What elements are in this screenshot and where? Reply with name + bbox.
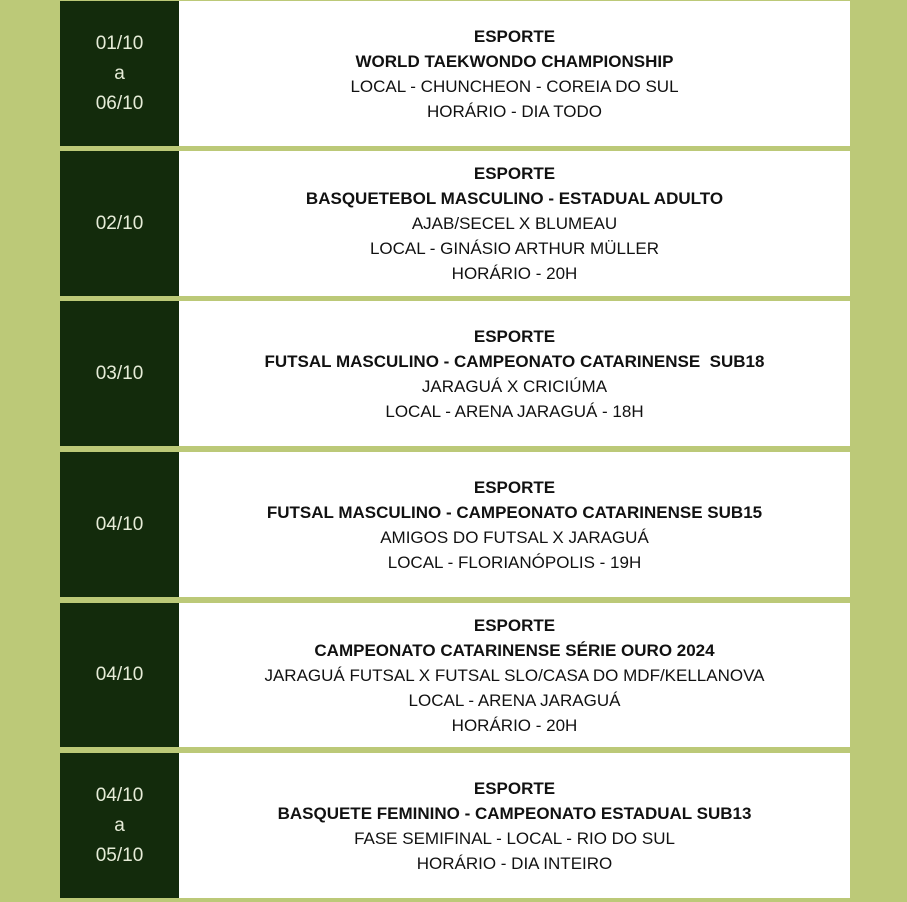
event-details-cell [179,1,850,146]
event-details-cell [179,452,850,597]
date-start: 04/10 [95,513,144,535]
event-row [60,301,850,446]
event-title: FUTSAL MASCULINO - CAMPEONATO CATARINENSE SUB18 [264,351,765,371]
event-details-cell [179,603,850,747]
event-matchup: AMIGOS DO FUTSAL X JARAGUÁ [380,527,649,547]
event-date-cell [60,301,179,446]
event-title: WORLD TAEKWONDO CHAMPIONSHIP [355,51,674,71]
event-details-cell [179,151,850,296]
event-category: ESPORTE [473,326,556,346]
event-row [60,753,850,898]
date-start: 04/10 [95,784,144,806]
event-date-cell [60,603,179,747]
event-time: HORÁRIO - 20H [451,264,578,283]
event-time: HORÁRIO - DIA TODO [426,101,603,121]
date-separator: a [114,62,125,84]
date-start: 03/10 [95,362,144,384]
date-end: 05/10 [95,844,144,866]
event-row [60,603,850,747]
event-category: ESPORTE [473,26,556,46]
event-date-cell [60,753,179,898]
event-category: ESPORTE [473,778,556,798]
event-title: CAMPEONATO CATARINENSE SÉRIE OURO 2024 [314,640,715,660]
event-matchup: JARAGUÁ X CRICIÚMA [421,376,608,396]
date-start: 01/10 [95,32,144,54]
event-date-cell [60,1,179,146]
event-category: ESPORTE [473,164,556,183]
event-location: LOCAL - FLORIANÓPOLIS - 19H [387,552,642,572]
date-end: 06/10 [95,92,144,114]
event-row [60,1,850,146]
event-category: ESPORTE [473,615,556,635]
event-time: HORÁRIO - 20H [451,715,578,735]
date-separator: a [114,814,125,836]
event-location: FASE SEMIFINAL - LOCAL - RIO DO SUL [354,828,675,848]
event-matchup: AJAB/SECEL X BLUMEAU [411,214,618,233]
event-title: BASQUETEBOL MASCULINO - ESTADUAL ADULTO [305,189,724,208]
date-start: 02/10 [95,212,144,234]
event-row [60,151,850,296]
event-row [60,452,850,597]
event-title: FUTSAL MASCULINO - CAMPEONATO CATARINENSE SUB15 [266,502,763,522]
event-location: LOCAL - GINÁSIO ARTHUR MÜLLER [369,239,660,258]
event-category: ESPORTE [473,477,556,497]
event-date-cell [60,452,179,597]
event-date-cell [60,151,179,296]
event-matchup: JARAGUÁ FUTSAL X FUTSAL SLO/CASA DO MDF/KELLANOVA [264,665,765,685]
event-location: LOCAL - ARENA JARAGUÁ - 18H [385,401,644,421]
event-location: LOCAL - ARENA JARAGUÁ [408,690,621,710]
event-time: HORÁRIO - DIA INTEIRO [416,853,613,873]
event-details-cell [179,753,850,898]
event-details-cell [179,301,850,446]
event-title: BASQUETE FEMININO - CAMPEONATO ESTADUAL SUB13 [277,803,752,823]
date-start: 04/10 [95,664,144,685]
event-location: LOCAL - CHUNCHEON - COREIA DO SUL [350,76,679,96]
